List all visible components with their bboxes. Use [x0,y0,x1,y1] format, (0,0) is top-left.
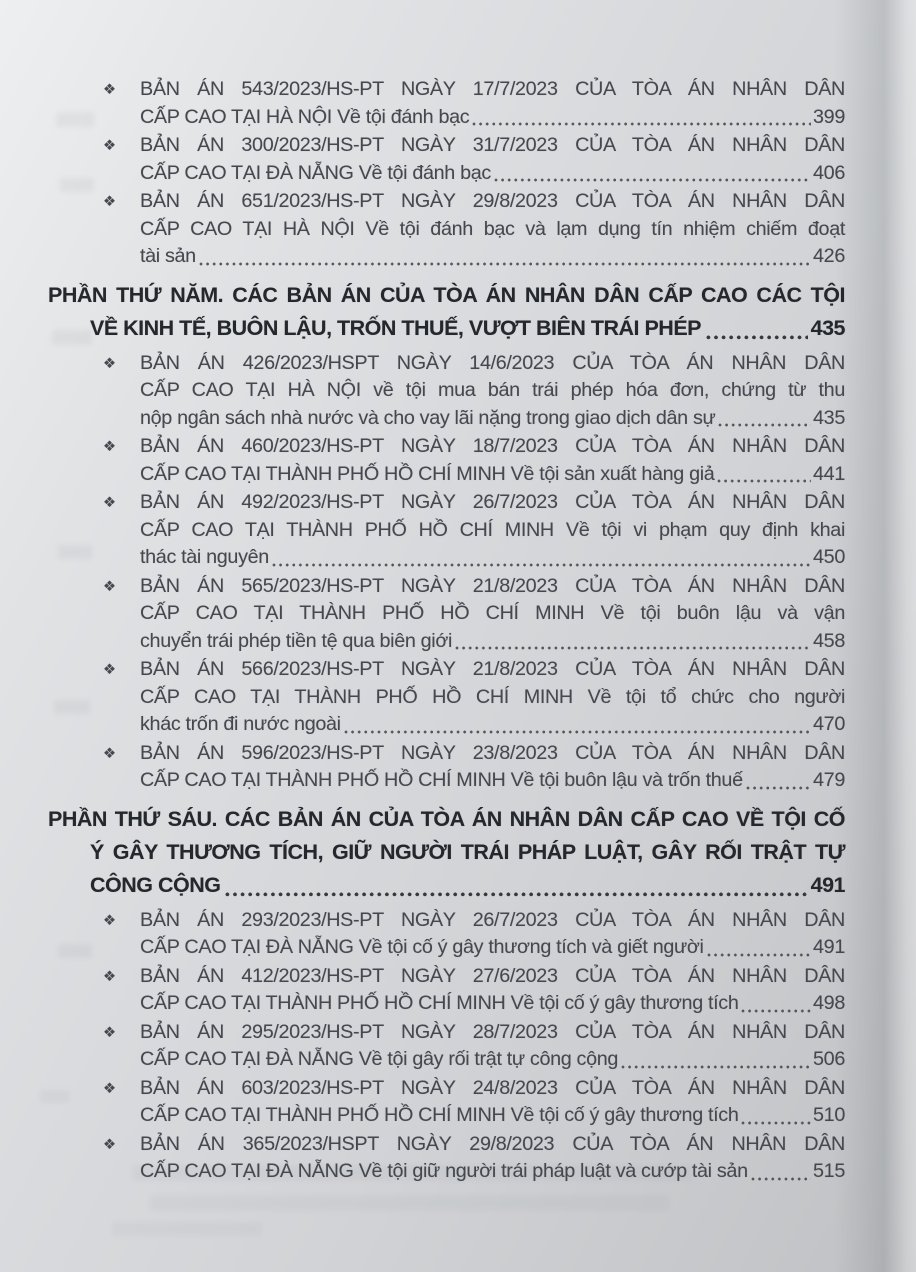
toc-entry-line-last [140,1158,845,1186]
diamond-bullet-icon: ❖ [103,745,116,762]
toc-entry-line: CẤP CAO TẠI HÀ NỘI Về tội đánh bạc và lạm dụng tín nhiệm chiếm đoạt [140,217,845,240]
dot-leader [272,563,811,567]
toc-entry-line-text: CẤP CAO TẠI ĐÀ NẴNG Về tội gây rối trật tự công cộng [140,1048,619,1070]
toc-entry-line: BẢN ÁN 565/2023/HS-PT NGÀY 21/8/2023 CỦA TÒA ÁN NHÂN DÂN [140,574,845,597]
page-number: 441 [813,462,845,485]
toc-entry-line-last [140,544,845,572]
section-heading-line-text: CÔNG CỘNG [90,872,221,897]
toc-entry-line-last [140,104,845,132]
diamond-bullet-icon: ❖ [103,578,116,595]
section-heading-lines [48,803,845,902]
toc-entry-line: BẢN ÁN 365/2023/HSPT NGÀY 29/8/2023 CỦA TÒA ÁN NHÂN DÂN [140,1132,845,1155]
toc-entry-line-text: CẤP CAO TẠI HÀ NỘI Về tội đánh bạc [140,105,470,128]
toc-entry-lines [140,489,845,572]
toc-entry-line-text: thác tài nguyên [140,546,269,568]
toc-entry [103,1019,845,1074]
dot-leader [718,423,811,427]
toc-entry-lines [140,907,845,962]
toc-entry-lines [140,573,845,656]
toc-entry-lines [140,740,845,795]
diamond-bullet-icon: ❖ [103,662,116,678]
page-number: 458 [813,629,845,652]
section-heading [48,803,845,902]
toc-entry-line: CẤP CAO TẠI THÀNH PHỐ HỒ CHÍ MINH Về tội buôn lậu và vận [140,602,845,624]
toc-entry-line: BẢN ÁN 492/2023/HS-PT NGÀY 26/7/2023 CỦA TÒA ÁN NHÂN DÂN [140,491,845,513]
toc-entry-line: BẢN ÁN 300/2023/HS-PT NGÀY 31/7/2023 CỦA TÒA ÁN NHÂN DÂN [140,134,845,156]
page-number: 498 [813,992,845,1014]
page-number: 506 [813,1048,845,1070]
toc-entry [103,1075,845,1130]
toc-entry-line-text: CẤP CAO TẠI ĐÀ NẴNG Về tội giữ người trái pháp luật và cướp tài sản [140,1160,748,1182]
section-heading-line: Ý GÂY THƯƠNG TÍCH, GIỮ NGƯỜI TRÁI PHÁP LUẬT, GÂY RỐI TRẬT TỰ [90,839,845,864]
toc-entry [103,188,845,271]
toc-entry-line-last [140,1102,845,1130]
toc-entry-line-last [140,711,845,739]
diamond-bullet-icon: ❖ [103,82,116,98]
dot-leader [741,1009,811,1013]
toc-entry-line-text: tài sản [140,245,196,267]
toc-entry-line: BẢN ÁN 596/2023/HS-PT NGÀY 23/8/2023 CỦA TÒA ÁN NHÂN DÂN [140,741,845,764]
dot-leader [717,479,811,483]
toc-entry [103,132,845,187]
dot-leader [621,1065,811,1069]
dot-leader [199,262,811,266]
toc-entry-line-text: CẤP CAO TẠI ĐÀ NẴNG Về tội đánh bạc [140,161,491,184]
section-heading-line: PHẦN THỨ SÁU. CÁC BẢN ÁN CỦA TÒA ÁN NHÂN DÂN CẤP CAO VỀ TỘI CỐ [48,806,845,831]
toc-entry-line-last [140,934,845,962]
toc-entry [103,740,845,795]
toc-entry-line-text: chuyển trái phép tiền tệ qua biên giới [140,629,452,652]
diamond-bullet-icon: ❖ [103,912,116,929]
toc-entry-line-text: CẤP CAO TẠI THÀNH PHỐ HỒ CHÍ MINH Về tội buôn lậu và trốn thuế [140,769,743,791]
page-number: 510 [813,1104,845,1126]
toc-entry [103,1131,845,1186]
page-number: 479 [813,769,845,791]
toc-entry [103,76,845,131]
toc-entry-lines [140,656,845,739]
toc-entry [103,573,845,656]
section-heading-line-text: VỀ KINH TẾ, BUÔN LẬU, TRỐN THUẾ, VƯỢT BIÊN TRÁI PHÉP [90,315,702,340]
section-heading-line: PHẦN THỨ NĂM. CÁC BẢN ÁN CỦA TÒA ÁN NHÂN DÂN CẤP CAO CÁC TỘI [48,282,845,307]
toc-entry [103,489,845,572]
page-number: 435 [810,315,845,340]
toc-entry [103,350,845,433]
toc-entry-line-last [140,628,845,656]
toc-entry-lines [140,350,845,433]
page-number: 450 [813,546,845,568]
toc-entry-line-text: CẤP CAO TẠI ĐÀ NẴNG Về tội cố ý gây thương tích và giết người [140,936,704,958]
toc-entry-line-text: khác trốn đi nước ngoài [140,713,341,735]
diamond-bullet-icon: ❖ [103,495,116,511]
toc-entry-line: CẤP CAO TẠI THÀNH PHỐ HỒ CHÍ MINH Về tội vi phạm quy định khai [140,518,845,541]
toc-entry-line-last [140,461,845,489]
diamond-bullet-icon: ❖ [103,138,116,154]
page-number: 435 [813,406,845,429]
dot-leader [472,122,811,126]
toc-entry-lines [140,132,845,187]
toc-entry [103,907,845,962]
diamond-bullet-icon: ❖ [103,439,116,455]
toc-entry [103,656,845,739]
toc-entry-line: BẢN ÁN 651/2023/HS-PT NGÀY 29/8/2023 CỦA TÒA ÁN NHÂN DÂN [140,190,845,212]
toc-entry-line-last [140,990,845,1018]
dot-leader [741,1121,811,1125]
section-heading-line-last [90,312,845,345]
toc-entry [103,963,845,1018]
toc-entry-line: BẢN ÁN 543/2023/HS-PT NGÀY 17/7/2023 CỦA TÒA ÁN NHÂN DÂN [140,78,845,100]
dot-leader [344,730,811,734]
toc-entry-lines [140,433,845,488]
page-number: 470 [813,713,845,735]
page-number: 406 [813,161,845,184]
section-heading [48,279,845,345]
toc-entry-line-last [140,160,845,188]
toc-entry-line-last [140,1046,845,1074]
page-number: 515 [813,1160,845,1182]
toc-entry-line: BẢN ÁN 603/2023/HS-PT NGÀY 24/8/2023 CỦA TÒA ÁN NHÂN DÂN [140,1076,845,1099]
toc-entry-line: CẤP CAO TẠI THÀNH PHỐ HỒ CHÍ MINH Về tội tổ chức cho người [140,685,845,708]
page-number: 491 [813,936,845,958]
diamond-bullet-icon: ❖ [103,194,116,210]
toc-entry-line-text: CẤP CAO TẠI THÀNH PHỐ HỒ CHÍ MINH Về tội sản xuất hàng giả [140,462,715,485]
toc-entry-line-last [140,405,845,433]
toc-entry-line: BẢN ÁN 426/2023/HSPT NGÀY 14/6/2023 CỦA TÒA ÁN NHÂN DÂN [140,351,845,374]
diamond-bullet-icon: ❖ [103,355,116,372]
section-heading-lines [48,279,845,345]
dot-leader [746,786,811,790]
diamond-bullet-icon: ❖ [103,968,116,985]
toc-entry-line-last [140,767,845,795]
toc-entry-lines [140,76,845,131]
page-number: 399 [813,105,845,128]
toc-entry-lines [140,1019,845,1074]
toc-entry-lines [140,963,845,1018]
toc-entry [103,433,845,488]
dot-leader [706,335,808,340]
toc-entry-line-text: CẤP CAO TẠI THÀNH PHỐ HỒ CHÍ MINH Về tội cố ý gây thương tích [140,1104,739,1126]
toc-entry-line: BẢN ÁN 566/2023/HS-PT NGÀY 21/8/2023 CỦA TÒA ÁN NHÂN DÂN [140,658,845,680]
section-heading-line-last [90,869,845,902]
toc-entry-line: BẢN ÁN 460/2023/HS-PT NGÀY 18/7/2023 CỦA TÒA ÁN NHÂN DÂN [140,435,845,457]
toc-entry-line: BẢN ÁN 295/2023/HS-PT NGÀY 28/7/2023 CỦA TÒA ÁN NHÂN DÂN [140,1020,845,1043]
dot-leader [494,178,811,182]
diamond-bullet-icon: ❖ [103,1080,116,1097]
toc-entry-line: CẤP CAO TẠI HÀ NỘI về tội mua bán trái phép hóa đơn, chứng từ thu [140,379,845,401]
toc-entry-line-text: nộp ngân sách nhà nước và cho vay lãi nặng trong giao dịch dân sự [140,406,716,429]
dot-leader [707,953,811,957]
dot-leader [225,892,807,897]
toc-entry-line-text: CẤP CAO TẠI THÀNH PHỐ HỒ CHÍ MINH Về tội cố ý gây thương tích [140,992,739,1014]
diamond-bullet-icon: ❖ [103,1136,116,1153]
dot-leader [751,1177,811,1181]
diamond-bullet-icon: ❖ [103,1024,116,1041]
dot-leader [455,646,811,650]
toc-entry-line-last [140,243,845,271]
toc-entry-lines [140,188,845,271]
toc-entry-line: BẢN ÁN 412/2023/HS-PT NGÀY 27/6/2023 CỦA TÒA ÁN NHÂN DÂN [140,964,845,987]
page-number: 426 [813,245,845,267]
toc-entry-lines [140,1131,845,1186]
page-number: 491 [810,872,845,897]
toc-entry-lines [140,1075,845,1130]
toc-entry-line: BẢN ÁN 293/2023/HS-PT NGÀY 26/7/2023 CỦA TÒA ÁN NHÂN DÂN [140,908,845,931]
